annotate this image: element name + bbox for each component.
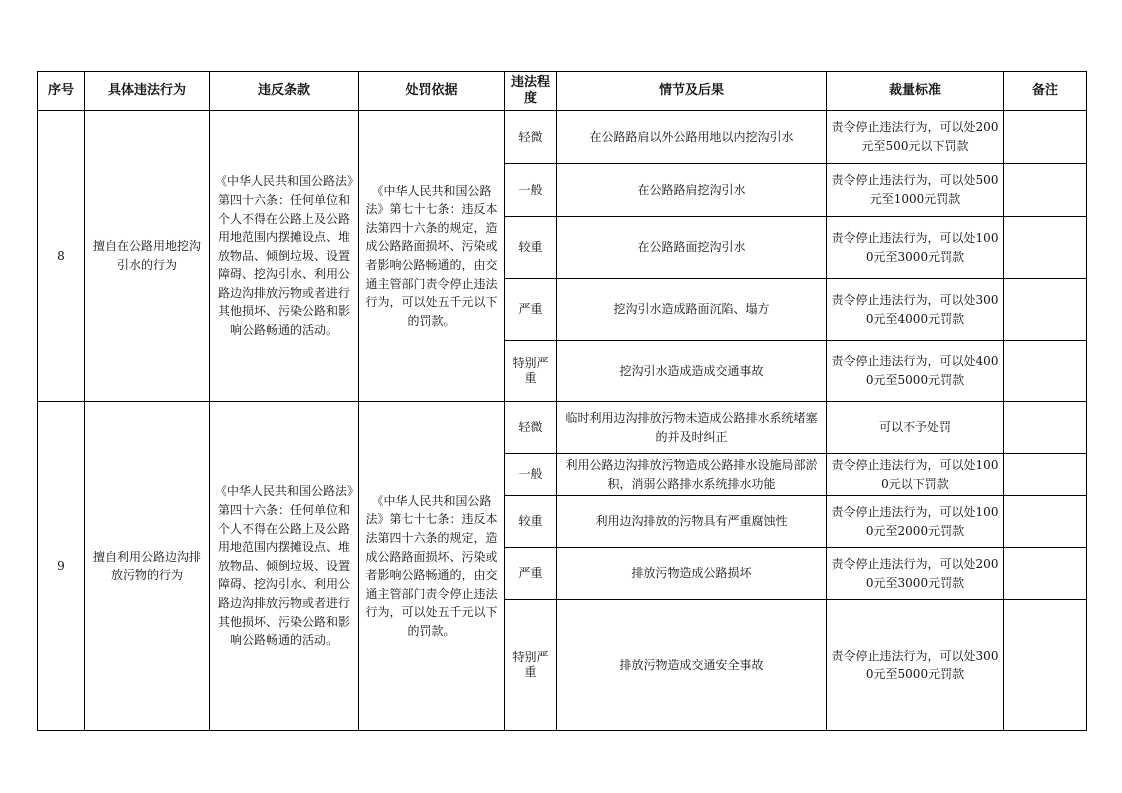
row-seq: 8 [38,111,85,402]
row-standard: 责令停止违法行为，可以处1000元以下罚款 [827,454,1004,496]
row-note [1004,600,1087,731]
row-degree: 特别严重 [505,341,557,402]
header-standard: 裁量标准 [827,72,1004,111]
row-circumstance: 在公路路肩挖沟引水 [557,164,827,217]
row-degree: 严重 [505,279,557,341]
row-circumstance: 挖沟引水造成造成交通事故 [557,341,827,402]
header-degree: 违法程度 [505,72,557,111]
row-circumstance: 在公路路肩以外公路用地以内挖沟引水 [557,111,827,164]
row-standard: 责令停止违法行为，可以处3000元至5000元罚款 [827,600,1004,731]
row-behavior: 擅自在公路用地挖沟引水的行为 [85,111,210,402]
row-violated-clause: 《中华人民共和国公路法》第四十六条：任何单位和个人不得在公路上及公路用地范围内摆摊设点、堆放物品、倾倒垃圾、设置障碍、挖沟引水、利用公路边沟排放污物或者进行其他损坏、污染公路和影响公路畅通的活动。 [210,111,359,402]
row-penalty-basis: 《中华人民共和国公路法》第七十七条：违反本法第四十六条的规定，造成公路路面损坏、污染或者影响公路畅通的，由交通主管部门责令停止违法行为，可以处五千元以下的罚款。 [359,111,505,402]
row-circumstance: 利用公路边沟排放污物造成公路排水设施局部淤积，消弱公路排水系统排水功能 [557,454,827,496]
header-basis: 处罚依据 [359,72,505,111]
header-circumstance: 情节及后果 [557,72,827,111]
row-penalty-basis: 《中华人民共和国公路法》第七十七条：违反本法第四十六条的规定，造成公路路面损坏、污染或者影响公路畅通的，由交通主管部门责令停止违法行为，可以处五千元以下的罚款。 [359,402,505,731]
header-row [38,72,1087,111]
row-degree: 较重 [505,496,557,548]
row-note [1004,548,1087,600]
header-violated: 违反条款 [210,72,359,111]
row-note [1004,402,1087,454]
row-seq: 9 [38,402,85,731]
row-degree: 严重 [505,548,557,600]
row-standard: 责令停止违法行为，可以处1000元至3000元罚款 [827,217,1004,279]
header-note: 备注 [1004,72,1087,111]
row-note [1004,279,1087,341]
header-seq: 序号 [38,72,85,111]
row-behavior: 擅自利用公路边沟排放污物的行为 [85,402,210,731]
header-behavior: 具体违法行为 [85,72,210,111]
row-circumstance: 利用边沟排放的污物具有严重腐蚀性 [557,496,827,548]
row-violated-clause: 《中华人民共和国公路法》第四十六条：任何单位和个人不得在公路上及公路用地范围内摆摊设点、堆放物品、倾倒垃圾、设置障碍、挖沟引水、利用公路边沟排放污物或者进行其他损坏、污染公路和影响公路畅通的活动。 [210,402,359,731]
row-standard: 责令停止违法行为，可以处2000元至3000元罚款 [827,548,1004,600]
row-circumstance: 在公路路面挖沟引水 [557,217,827,279]
row-standard: 责令停止违法行为，可以处4000元至5000元罚款 [827,341,1004,402]
table-row [38,111,1087,164]
row-degree: 一般 [505,454,557,496]
row-note [1004,454,1087,496]
row-standard: 责令停止违法行为，可以处1000元至2000元罚款 [827,496,1004,548]
row-degree: 轻微 [505,111,557,164]
row-circumstance: 排放污物造成公路损坏 [557,548,827,600]
row-note [1004,341,1087,402]
row-note [1004,111,1087,164]
row-degree: 轻微 [505,402,557,454]
row-degree: 一般 [505,164,557,217]
row-degree: 特别严重 [505,600,557,731]
row-standard: 责令停止违法行为，可以处200元至500元以下罚款 [827,111,1004,164]
row-standard: 责令停止违法行为，可以处500元至1000元罚款 [827,164,1004,217]
row-circumstance: 排放污物造成交通安全事故 [557,600,827,731]
row-note [1004,217,1087,279]
penalty-standard-table [37,71,1087,731]
row-note [1004,496,1087,548]
table-row [38,402,1087,454]
row-note [1004,164,1087,217]
row-circumstance: 临时利用边沟排放污物未造成公路排水系统堵塞的并及时纠正 [557,402,827,454]
row-standard: 可以不予处罚 [827,402,1004,454]
row-circumstance: 挖沟引水造成路面沉陷、塌方 [557,279,827,341]
row-standard: 责令停止违法行为，可以处3000元至4000元罚款 [827,279,1004,341]
row-degree: 较重 [505,217,557,279]
